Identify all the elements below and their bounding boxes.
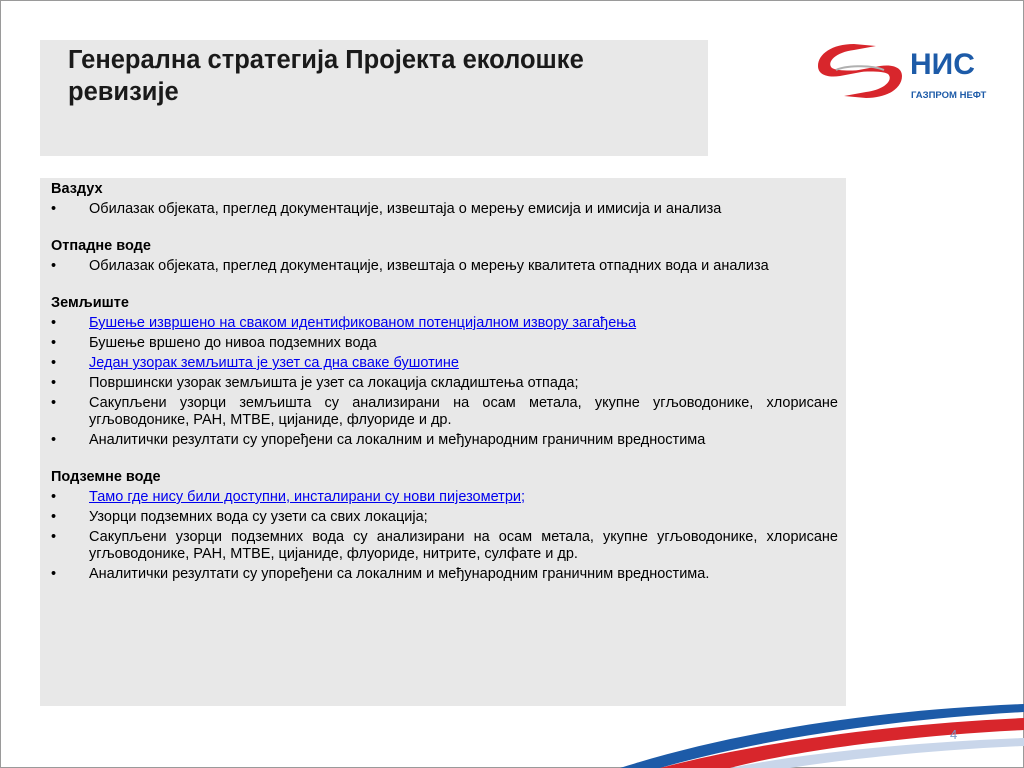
item-text: Узорци подземних вода су узети са свих локација; [89, 509, 428, 525]
list-item [51, 201, 838, 218]
nis-swirl-icon [818, 44, 902, 98]
list-item [51, 529, 838, 563]
item-text: Сакупљени узорци подземних вода су анализирани на осам метала, укупне угљоводонике, хлорисане угљоводонике, РАН, МТВЕ, цијаниде, флуориде, нитрите, сулфате и др. [89, 529, 838, 562]
page-number: 4 [950, 727, 958, 742]
section-title: Отпадне воде [51, 238, 151, 254]
bullet-icon: • [51, 509, 57, 525]
item-text: Обилазак објеката, преглед документације, извештаја о мерењу квалитета отпадних вода и анализа [89, 258, 769, 274]
list-item [51, 566, 838, 583]
section-title: Подземне воде [51, 469, 161, 485]
list-item [51, 315, 838, 332]
bullet-list [51, 201, 838, 218]
bullet-list [51, 258, 838, 275]
list-item [51, 489, 838, 506]
list-item [51, 509, 838, 526]
list-item [51, 432, 838, 449]
item-text: Аналитички резултати су упоређени са локалним и међународним граничним вредностима [89, 432, 706, 448]
bullet-list [51, 489, 838, 583]
list-item [51, 355, 838, 372]
bullet-icon: • [51, 335, 57, 351]
list-item [51, 395, 838, 429]
section-air [51, 181, 838, 218]
bullet-icon: • [51, 258, 57, 274]
logo-subtitle: ГАЗПРОМ НЕФТ [911, 90, 987, 101]
bullet-icon: • [51, 395, 57, 411]
bullet-icon: • [51, 529, 57, 545]
footer-swoosh-decoration [620, 690, 1024, 768]
list-item [51, 258, 838, 275]
content-panel [40, 178, 846, 706]
bullet-icon: • [51, 432, 57, 448]
section-groundwater [51, 469, 838, 583]
bullet-icon: • [51, 375, 57, 391]
soil-sample-link[interactable]: Један узорак земљишта је узет са дна сваке бушотине [89, 355, 459, 371]
item-text: Бушење вршено до нивоа подземних вода [89, 335, 377, 351]
nis-logo [814, 36, 994, 106]
section-soil [51, 295, 838, 449]
title-panel [40, 40, 708, 156]
item-text: Аналитички резултати су упоређени са локалним и међународним граничним вредностима. [89, 566, 710, 582]
bullet-icon: • [51, 355, 57, 371]
section-wastewater [51, 238, 838, 275]
drilling-link[interactable]: Бушење извршено на сваком идентификованом потенцијалном извору загађења [89, 315, 637, 331]
bullet-icon: • [51, 201, 57, 217]
item-text: Обилазак објеката, преглед документације, извештаја о мерењу емисија и имисија и анализа [89, 201, 722, 217]
item-text: Сакупљени узорци земљишта су анализирани на осам метала, укупне угљоводонике, хлорисане угљоводонике, РАН, МТВЕ, цијаниде, флуориде и др. [89, 395, 838, 428]
bullet-icon: • [51, 566, 57, 582]
bullet-list [51, 315, 838, 449]
list-item [51, 375, 838, 392]
item-text: Површински узорак земљишта је узет са локација складиштења отпада; [89, 375, 579, 391]
logo-brand: НИС [910, 48, 975, 81]
bullet-icon: • [51, 315, 57, 331]
piezometer-link[interactable]: Тамо где нису били доступни, инсталирани су нови пијезометри; [89, 489, 526, 505]
slide-title: Генерална стратегија Пројекта еколошке ревизије [68, 46, 584, 106]
bullet-icon: • [51, 489, 57, 505]
section-title: Земљиште [51, 295, 129, 311]
content-body [51, 181, 838, 603]
list-item [51, 335, 838, 352]
section-title: Ваздух [51, 181, 103, 197]
